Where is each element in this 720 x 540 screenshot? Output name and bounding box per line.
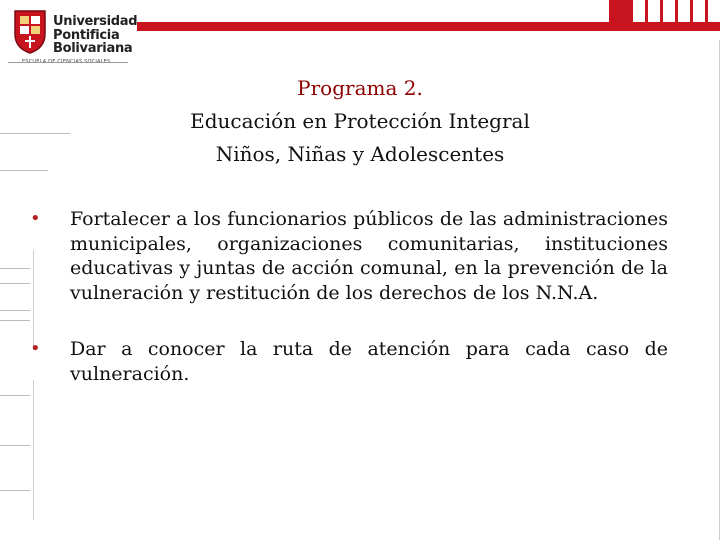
header-square <box>648 0 660 22</box>
decorative-line <box>0 490 30 491</box>
bullet-text: Dar a conocer la ruta de atención para cada caso de vulneración. <box>70 338 668 385</box>
title-line-3: Niños, Niñas y Adolescentes <box>215 142 505 166</box>
logo-line-1: Universidad <box>53 14 138 29</box>
title-line-1: Programa 2. <box>297 76 423 100</box>
header-square <box>663 0 675 22</box>
header-square <box>678 0 690 22</box>
header-square <box>633 0 645 22</box>
decorative-line <box>0 320 30 321</box>
logo-line-2: Pontificia <box>53 28 120 43</box>
bullet-icon: • <box>30 208 41 229</box>
header-square <box>708 0 720 22</box>
decorative-line <box>0 310 30 311</box>
decorative-line <box>0 395 30 396</box>
header-bar <box>137 0 720 31</box>
decorative-line <box>0 283 30 284</box>
bullet-text: Fortalecer a los funcionarios públicos de las administraciones municipales, organizaciones comunitarias, instituciones educativas y juntas de acción comunal, en la prevención de la vulneración y restitución de los derechos de los N.N.A. <box>70 208 668 304</box>
decorative-vertical-line <box>33 380 34 520</box>
header-square <box>693 0 705 22</box>
logo-line-3: Bolivariana <box>53 41 133 56</box>
bullet-list <box>30 207 668 386</box>
title-line-2: Educación en Protección Integral <box>190 109 530 133</box>
header-squares <box>633 0 720 22</box>
university-logo <box>8 6 138 68</box>
bullet-item <box>30 337 668 386</box>
decorative-line <box>0 268 30 269</box>
university-shield-icon <box>12 8 48 54</box>
bullet-item <box>30 207 668 305</box>
bullet-icon: • <box>30 338 41 359</box>
decorative-line <box>0 170 48 171</box>
decorative-line <box>0 133 70 134</box>
decorative-line <box>0 445 30 446</box>
slide-title <box>150 72 570 171</box>
header-bar-white <box>137 0 609 22</box>
logo-underline <box>8 62 128 63</box>
